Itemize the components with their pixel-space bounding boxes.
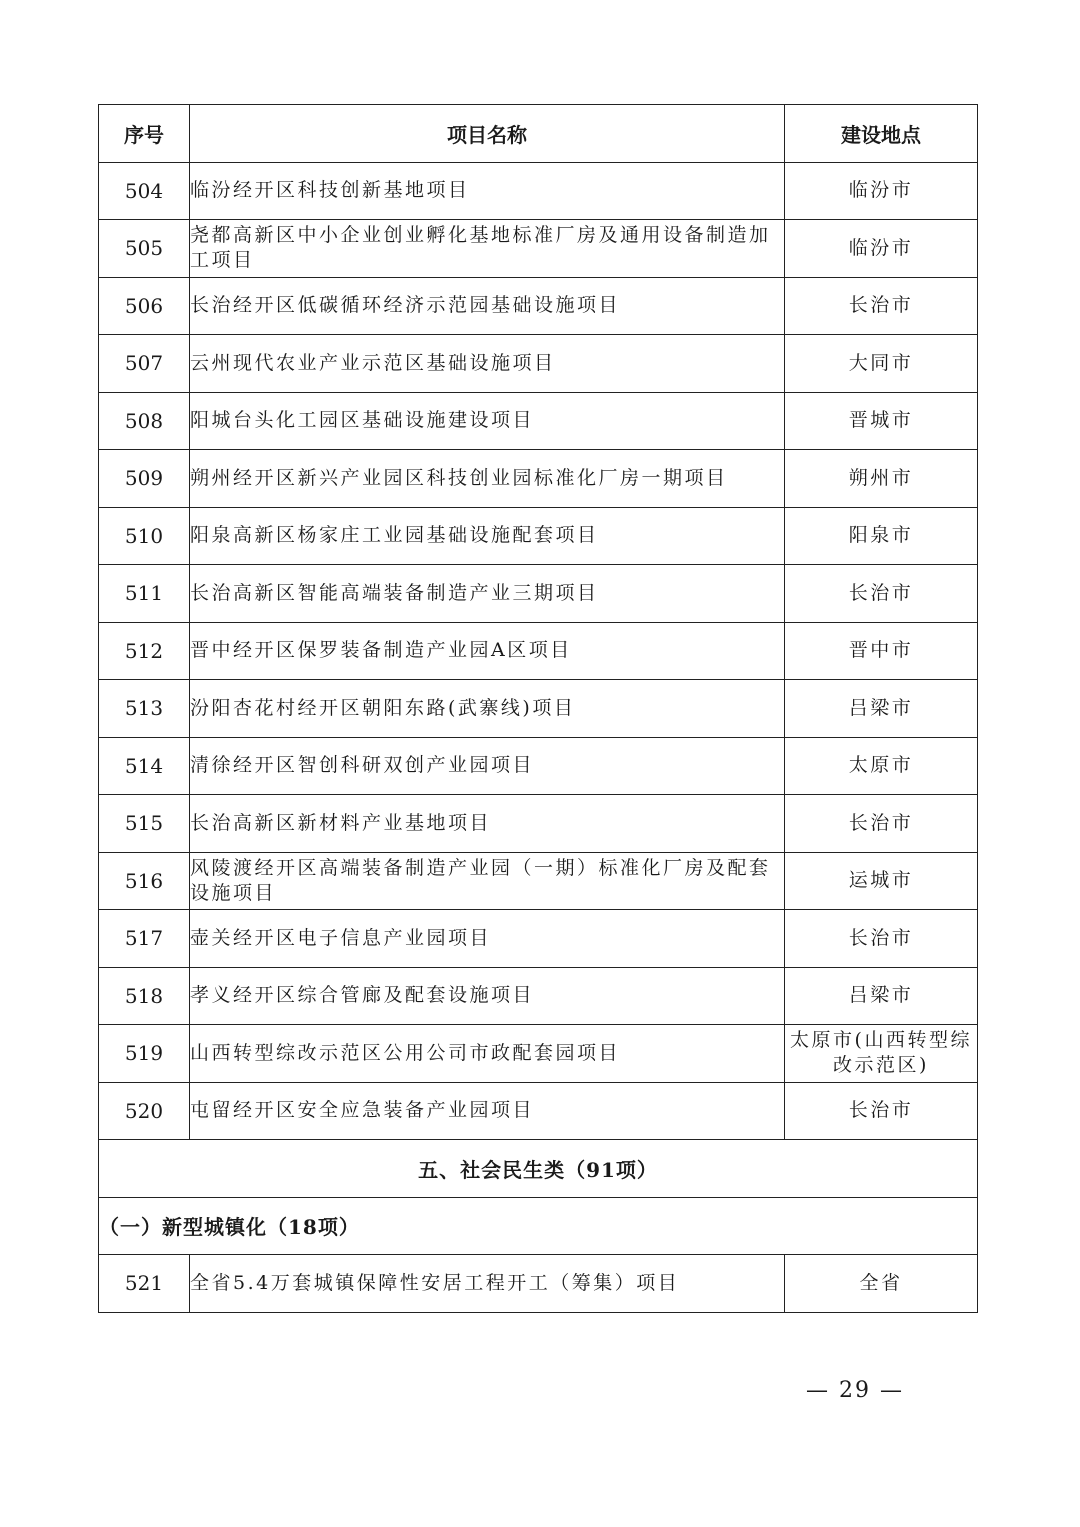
row-seq: 512 [99,622,190,680]
row-name: 风陵渡经开区高端装备制造产业园（一期）标准化厂房及配套设施项目 [190,852,785,910]
row-seq: 515 [99,795,190,853]
table-row [99,565,978,623]
row-location: 朔州市 [785,450,978,508]
row-seq: 506 [99,277,190,335]
row-name: 山西转型综改示范区公用公司市政配套园项目 [190,1025,785,1083]
row-seq: 518 [99,967,190,1025]
row-location: 长治市 [785,1082,978,1140]
row-name: 尧都高新区中小企业创业孵化基地标准厂房及通用设备制造加工项目 [190,220,785,278]
row-seq: 511 [99,565,190,623]
row-seq: 507 [99,335,190,393]
table-row [99,220,978,278]
row-seq: 520 [99,1082,190,1140]
row-name: 临汾经开区科技创新基地项目 [190,162,785,220]
row-name: 全省5.4万套城镇保障性安居工程开工（筹集）项目 [190,1255,785,1313]
table-row [99,852,978,910]
row-location: 长治市 [785,910,978,968]
row-location: 大同市 [785,335,978,393]
row-location: 吕梁市 [785,967,978,1025]
row-seq: 508 [99,392,190,450]
row-name: 长治高新区新材料产业基地项目 [190,795,785,853]
table-row [99,507,978,565]
table-row [99,335,978,393]
header-seq: 序号 [99,105,190,163]
row-location: 全省 [785,1255,978,1313]
section-title: 五、社会民生类（91项） [99,1140,978,1198]
row-seq: 519 [99,1025,190,1083]
row-seq: 516 [99,852,190,910]
table-row [99,795,978,853]
subsection-title: （一）新型城镇化（18项） [99,1197,978,1255]
row-name: 汾阳杏花村经开区朝阳东路(武寨线)项目 [190,680,785,738]
row-name: 朔州经开区新兴产业园区科技创业园标准化厂房一期项目 [190,450,785,508]
row-name: 清徐经开区智创科研双创产业园项目 [190,737,785,795]
row-name: 屯留经开区安全应急装备产业园项目 [190,1082,785,1140]
row-name: 云州现代农业产业示范区基础设施项目 [190,335,785,393]
header-location: 建设地点 [785,105,978,163]
subsection-row [99,1197,978,1255]
row-location: 运城市 [785,852,978,910]
row-location: 太原市 [785,737,978,795]
table-row [99,910,978,968]
row-location: 阳泉市 [785,507,978,565]
row-location: 长治市 [785,277,978,335]
table-row [99,162,978,220]
page-number: — 29 — [806,1378,904,1403]
project-table [98,104,978,1313]
table-header-row [99,105,978,163]
row-location: 晋城市 [785,392,978,450]
row-name: 壶关经开区电子信息产业园项目 [190,910,785,968]
row-location: 吕梁市 [785,680,978,738]
row-name: 孝义经开区综合管廊及配套设施项目 [190,967,785,1025]
row-seq: 505 [99,220,190,278]
table-row [99,450,978,508]
row-location: 晋中市 [785,622,978,680]
row-location: 长治市 [785,795,978,853]
row-seq: 521 [99,1255,190,1313]
table-row [99,737,978,795]
row-seq: 517 [99,910,190,968]
row-seq: 513 [99,680,190,738]
row-name: 长治经开区低碳循环经济示范园基础设施项目 [190,277,785,335]
row-seq: 514 [99,737,190,795]
row-seq: 504 [99,162,190,220]
row-location: 临汾市 [785,220,978,278]
table-row [99,1082,978,1140]
table-row [99,1025,978,1083]
row-seq: 510 [99,507,190,565]
header-name: 项目名称 [190,105,785,163]
table-row [99,680,978,738]
section-row [99,1140,978,1198]
row-name: 阳城台头化工园区基础设施建设项目 [190,392,785,450]
table-row [99,277,978,335]
row-location: 长治市 [785,565,978,623]
row-seq: 509 [99,450,190,508]
row-name: 阳泉高新区杨家庄工业园基础设施配套项目 [190,507,785,565]
row-location: 太原市(山西转型综改示范区) [785,1025,978,1083]
table-row [99,622,978,680]
row-name: 晋中经开区保罗装备制造产业园A区项目 [190,622,785,680]
table-row [99,967,978,1025]
row-location: 临汾市 [785,162,978,220]
table-row [99,392,978,450]
row-name: 长治高新区智能高端装备制造产业三期项目 [190,565,785,623]
table-row [99,1255,978,1313]
